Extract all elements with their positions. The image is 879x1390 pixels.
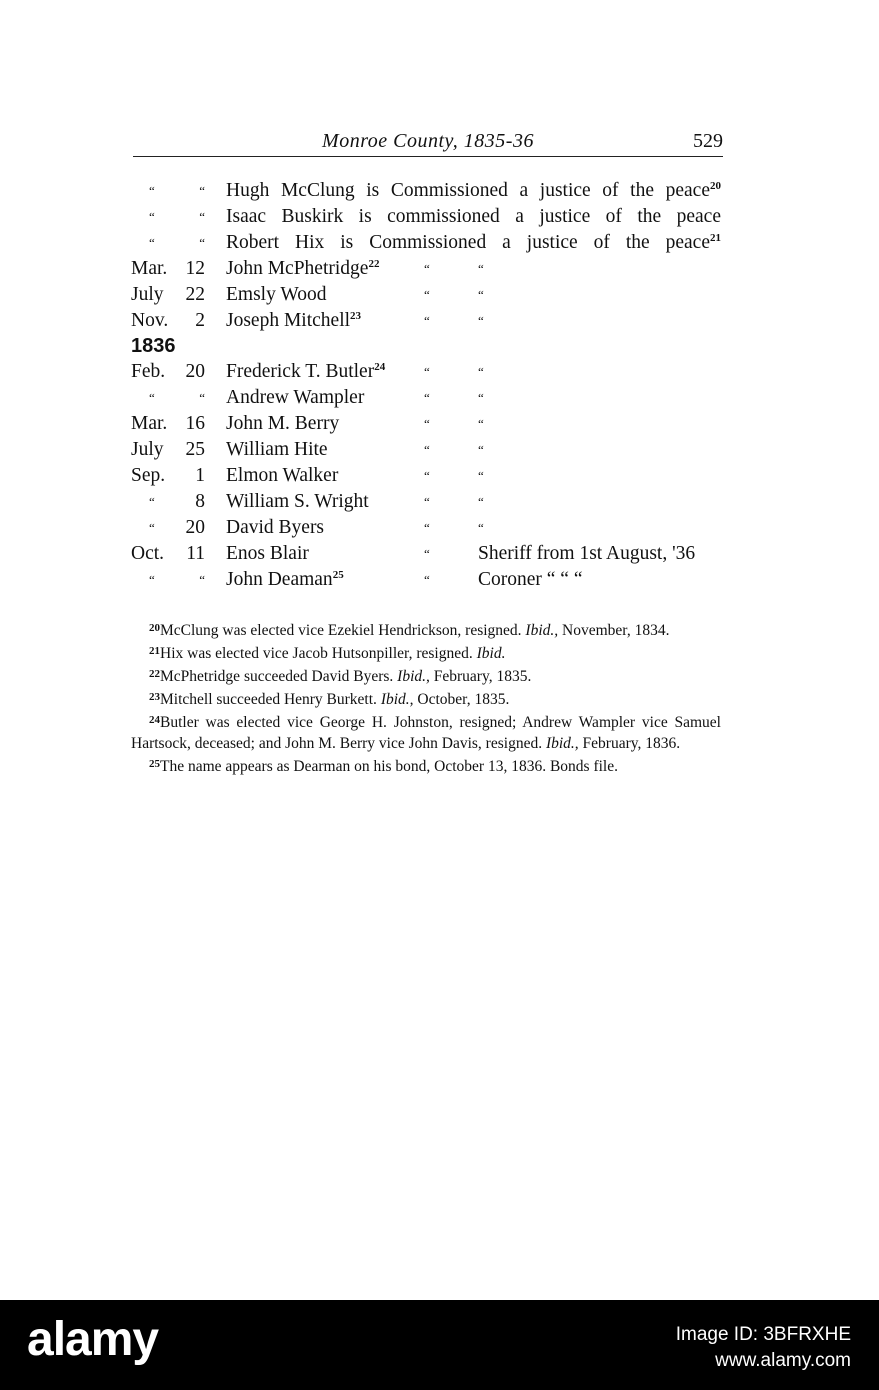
entry-name-text: Joseph Mitchell	[226, 309, 351, 331]
ditto-mark: “	[478, 493, 484, 509]
ditto-mark: “	[424, 390, 430, 406]
footnote-ref: 20	[710, 180, 721, 192]
entry-text	[226, 178, 721, 204]
entry-name	[226, 567, 344, 593]
footnote	[131, 620, 721, 641]
entry-name	[226, 411, 339, 437]
footnote-ref: 24	[374, 361, 386, 374]
entry-month: “	[149, 183, 155, 198]
entry-month: Oct.	[131, 542, 165, 564]
footnote-number: 21	[149, 645, 160, 657]
entry-name-text: Enos Blair	[226, 542, 309, 564]
entry-row	[0, 308, 879, 334]
entry-name-text: John McPhetridge	[226, 257, 369, 279]
year-heading: 1836	[131, 335, 176, 358]
office-note: Coroner “ “ “	[478, 568, 583, 590]
footnote	[131, 756, 721, 777]
footnote-ref: 22	[368, 257, 380, 270]
ditto-mark: “	[424, 260, 430, 276]
entry-name-text: William Hite	[226, 439, 328, 460]
footnote-ref: 25	[332, 568, 344, 581]
footnote-text: McClung was elected vice Ezekiel Hendrickson, resigned.	[160, 622, 522, 639]
entry-month: July	[131, 439, 164, 460]
entry-name	[226, 359, 385, 385]
entry-day: 12	[185, 257, 205, 279]
header-rule	[133, 156, 723, 157]
entry-row	[0, 411, 879, 437]
citation-date: October, 1835.	[417, 691, 510, 708]
entry-row	[0, 178, 879, 204]
ditto-mark: “	[478, 364, 484, 380]
page-header	[133, 130, 723, 156]
entry-row	[0, 359, 879, 385]
entry-row	[0, 256, 879, 282]
watermark-info	[676, 1322, 851, 1374]
entry-name	[226, 541, 309, 567]
entry-name	[226, 463, 338, 489]
entry-day: 2	[195, 309, 205, 331]
entry-row	[0, 463, 879, 489]
ditto-mark: “	[478, 519, 484, 535]
footnotes	[131, 620, 721, 779]
entry-day: 20	[185, 516, 205, 538]
entry-name-text: Andrew Wampler	[226, 387, 365, 409]
entry-day: 11	[186, 542, 205, 564]
entry-text	[226, 230, 721, 256]
ibid-citation: Ibid.,	[545, 735, 579, 752]
entry-month: “	[149, 519, 155, 535]
ditto-mark: “	[478, 286, 484, 302]
entry-month: Nov.	[131, 309, 169, 331]
entry-name	[226, 515, 324, 541]
entry-name	[226, 282, 326, 308]
entry-row	[0, 282, 879, 308]
footnote	[131, 689, 721, 710]
entry-text	[226, 204, 721, 230]
entry-row	[0, 230, 879, 256]
ditto-mark: “	[424, 312, 430, 328]
ditto-mark: “	[424, 364, 430, 380]
ditto-mark: “	[478, 467, 484, 483]
ditto-mark: “	[478, 390, 484, 406]
entry-name-text: Elmon Walker	[226, 464, 339, 486]
footnote-text: The name appears as Dearman on his bond, October 13, 1836. Bonds file.	[160, 758, 618, 775]
footnote	[131, 666, 721, 687]
ditto-mark: “	[478, 416, 484, 432]
entry-name	[226, 256, 379, 282]
ditto-mark: “	[478, 312, 484, 328]
entry-month: “	[149, 234, 155, 250]
watermark-bar	[0, 1300, 879, 1390]
entry-name-text: William S. Wright	[226, 490, 369, 512]
entry-row	[0, 567, 879, 593]
entry-row	[0, 489, 879, 515]
entry-month: Mar.	[131, 257, 168, 279]
ibid-citation: Ibid.,	[380, 691, 414, 708]
entry-name-text: Emsly Wood	[226, 283, 327, 305]
entry-day: “	[199, 234, 205, 250]
ibid-citation: Ibid.,	[525, 622, 559, 639]
entry-name-text: John M. Berry	[226, 413, 340, 435]
ditto-mark: “	[424, 493, 430, 509]
citation-date: February, 1836.	[582, 735, 681, 752]
footnote-text: McPhetridge succeeded David Byers.	[160, 668, 394, 685]
footnote-number: 25	[149, 758, 160, 770]
entry-month: “	[149, 571, 155, 587]
ditto-mark: “	[478, 260, 484, 276]
citation-date: February, 1835.	[433, 668, 532, 685]
site-url: www.alamy.com	[715, 1350, 851, 1371]
entry-month: “	[149, 493, 155, 509]
citation-date: November, 1834.	[562, 622, 670, 639]
ditto-mark: “	[424, 571, 430, 587]
entry-month: “	[149, 390, 155, 406]
entry-text-body: Isaac Buskirk is commissioned a justice of the peace	[226, 205, 721, 227]
entry-day: “	[199, 571, 205, 587]
entry-day: 16	[185, 413, 205, 435]
entry-name-text: David Byers	[226, 516, 325, 538]
ditto-mark: “	[424, 442, 430, 457]
entry-day: 20	[185, 361, 205, 383]
entry-row	[0, 515, 879, 541]
footnote-text: Butler was elected vice George H. Johnston, resigned; Andrew Wampler vice Samuel Hartsock, deceased; and John M. Berry vice John Davis, resigned.	[131, 714, 721, 752]
footnote-ref: 23	[350, 309, 362, 322]
entry-text-body: Hugh McClung is Commissioned a justice of the peace	[226, 180, 710, 201]
entry-text-body: Robert Hix is Commissioned a justice of the peace	[226, 231, 710, 253]
footnote-text: Mitchell succeeded Henry Burkett.	[160, 691, 377, 708]
footnote-number: 24	[149, 714, 160, 726]
ibid-citation: Ibid.	[476, 645, 506, 662]
entry-day: 22	[185, 283, 205, 305]
entry-name	[226, 308, 361, 334]
entry-name-text: Frederick T. Butler	[226, 361, 375, 383]
alamy-logo: alamy	[27, 1313, 159, 1366]
entry-day: 1	[195, 464, 205, 486]
footnote-number: 20	[149, 622, 160, 634]
image-id: Image ID: 3BFRXHE	[675, 1324, 851, 1345]
year-heading-row	[0, 333, 879, 359]
entry-day: “	[199, 208, 205, 224]
footnote-number: 23	[149, 691, 160, 703]
ditto-mark: “	[424, 467, 430, 483]
entry-day: “	[199, 183, 205, 198]
office-note: Sheriff from 1st August, '36	[478, 542, 696, 564]
entry-month: Mar.	[131, 413, 168, 435]
running-title: Monroe County, 1835-36	[322, 130, 534, 152]
entry-month: July	[131, 283, 164, 305]
entry-name	[226, 437, 328, 463]
entry-month: Feb.	[131, 361, 166, 383]
footnote	[131, 643, 721, 664]
entry-month: “	[149, 208, 155, 224]
ditto-mark: “	[424, 545, 430, 561]
ditto-mark: “	[424, 519, 430, 535]
footnote-text: Hix was elected vice Jacob Hutsonpiller, resigned.	[160, 645, 473, 662]
ditto-mark: “	[424, 416, 430, 432]
footnote-number: 22	[149, 668, 160, 680]
footnote-ref: 21	[710, 231, 721, 244]
entry-day: “	[199, 390, 205, 406]
ibid-citation: Ibid.,	[397, 668, 430, 685]
entry-name-text: John Deaman	[226, 568, 333, 590]
footnote	[131, 712, 721, 754]
entry-name	[226, 489, 369, 515]
entry-row	[0, 385, 879, 411]
entry-name	[226, 385, 364, 411]
entry-day: 25	[185, 439, 205, 460]
entry-row	[0, 541, 879, 567]
entry-row	[0, 204, 879, 230]
entry-month: Sep.	[131, 464, 166, 486]
entry-row	[0, 437, 879, 463]
entry-day: 8	[195, 490, 205, 512]
page-number: 529	[693, 130, 723, 152]
ditto-mark: “	[478, 442, 484, 457]
ditto-mark: “	[424, 286, 430, 302]
